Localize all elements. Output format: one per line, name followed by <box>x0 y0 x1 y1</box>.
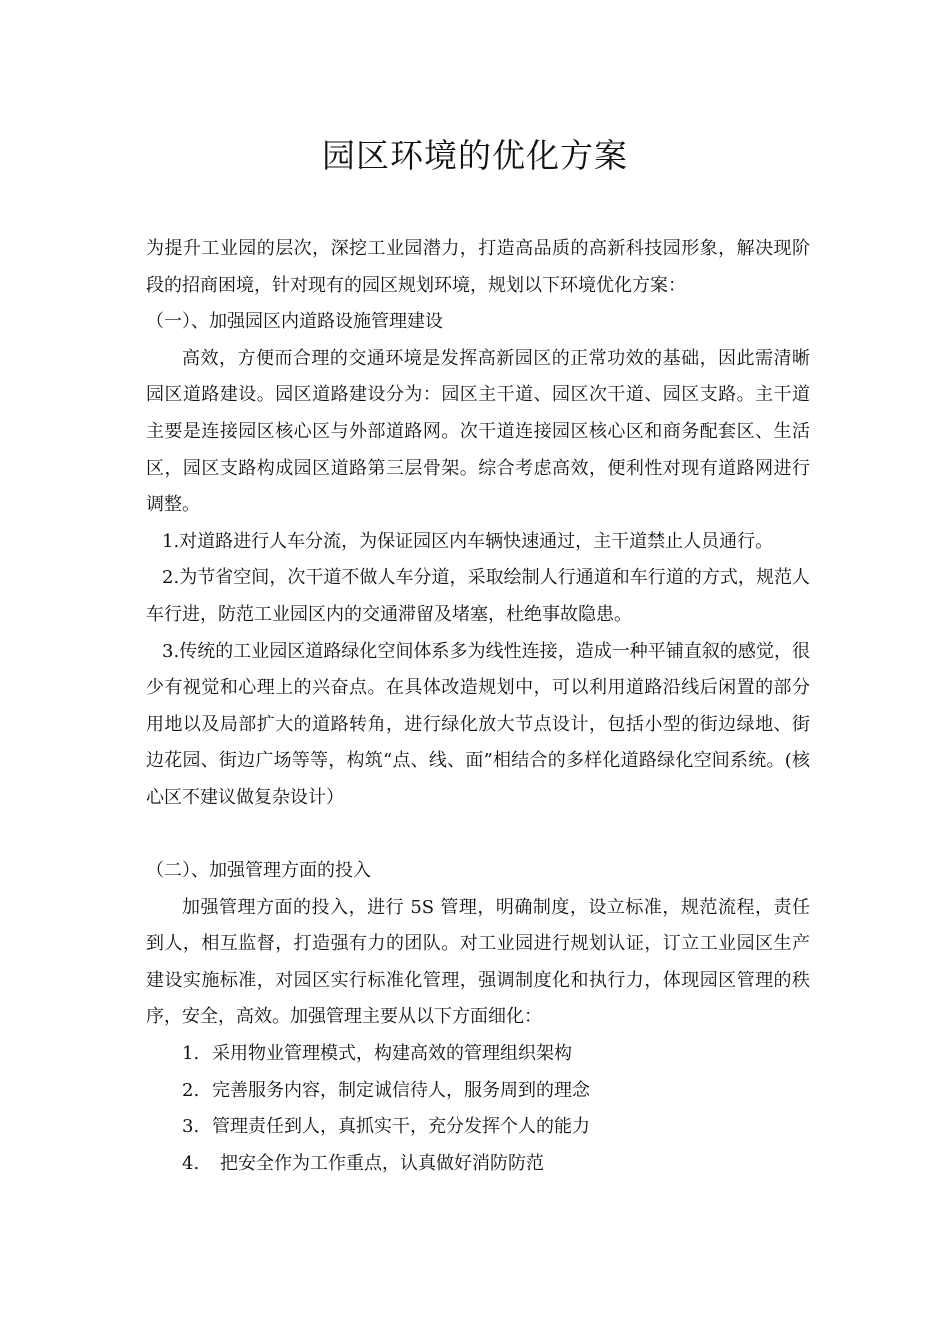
list-item-number: 2. <box>182 1079 200 1101</box>
list-item-number: 4. <box>182 1152 200 1174</box>
list-item-number: 1. <box>182 1043 200 1065</box>
list-item-text: 把安全作为工作重点，认真做好消防防范 <box>220 1152 544 1174</box>
section-2-heading: （二）、加强管理方面的投入 <box>146 860 371 882</box>
list-item-text: 完善服务内容，制定诚信待人，服务周到的理念 <box>212 1079 590 1101</box>
section-1-paragraph: 高效，方便而合理的交通环境是发挥高新园区的正常功效的基础，因此需清晰园区道路建设。园区道路建设分为：园区主干道、园区次干道、园区支路。主干道主要是连接园区核心区与外部道路网。次干道连接园区核心区和商务配套区、生活区，园区支路构成园区道路第三层骨架。综合考虑高效，便利性对现有道路网进行调整。 <box>146 347 810 516</box>
list-item <box>146 1073 810 1110</box>
list-item <box>146 1036 810 1073</box>
section-1-heading: （一）、加强园区内道路设施管理建设 <box>146 311 443 333</box>
section-1-item-1: 1.对道路进行人车分流，为保证园区内车辆快速通过，主干道禁止人员通行。 <box>162 530 774 552</box>
list-item <box>146 1109 810 1146</box>
section-2-paragraph: 加强管理方面的投入，进行 5S 管理，明确制度，设立标准，规范流程，责任到人，相互监督，打造强有力的团队。对工业园进行规划认证，订立工业园区生产建设实施标准，对园区实行标准化管理，强调制度化和执行力，体现园区管理的秩序，安全，高效。加强管理主要从以下方面细化： <box>146 896 810 1028</box>
document-body <box>146 231 810 1182</box>
section-1-item-3: 3.传统的工业园区道路绿化空间体系多为线性连接，造成一种平铺直叙的感觉，很少有视觉和心理上的兴奋点。在具体改造规划中，可以利用道路沿线后闲置的部分用地以及局部扩大的道路转角，进行绿化放大节点设计，包括小型的街边绿地、街边花园、街边广场等等，构筑“点、线、面”相结合的多样化道路绿化空间系统。(核心区不建议做复杂设计） <box>146 640 810 808</box>
list-item-text: 采用物业管理模式，构建高效的管理组织架构 <box>212 1043 572 1065</box>
document-title: 园区环境的优化方案 <box>322 136 628 175</box>
section-2-list <box>146 1036 810 1182</box>
list-item <box>146 1146 810 1183</box>
list-item-text: 管理责任到人，真抓实干，充分发挥个人的能力 <box>212 1116 590 1138</box>
section-1-item-2: 2.为节省空间，次干道不做人车分道，采取绘制人行通道和车行道的方式，规范人车行进，防范工业园区内的交通滞留及堵塞，杜绝事故隐患。 <box>146 567 810 625</box>
intro-paragraph: 为提升工业园的层次，深挖工业园潜力，打造高品质的高新科技园形象，解决现阶段的招商困境，针对现有的园区规划环境，规划以下环境优化方案： <box>146 238 810 296</box>
section-gap <box>146 817 810 854</box>
list-item-number: 3. <box>182 1116 200 1138</box>
